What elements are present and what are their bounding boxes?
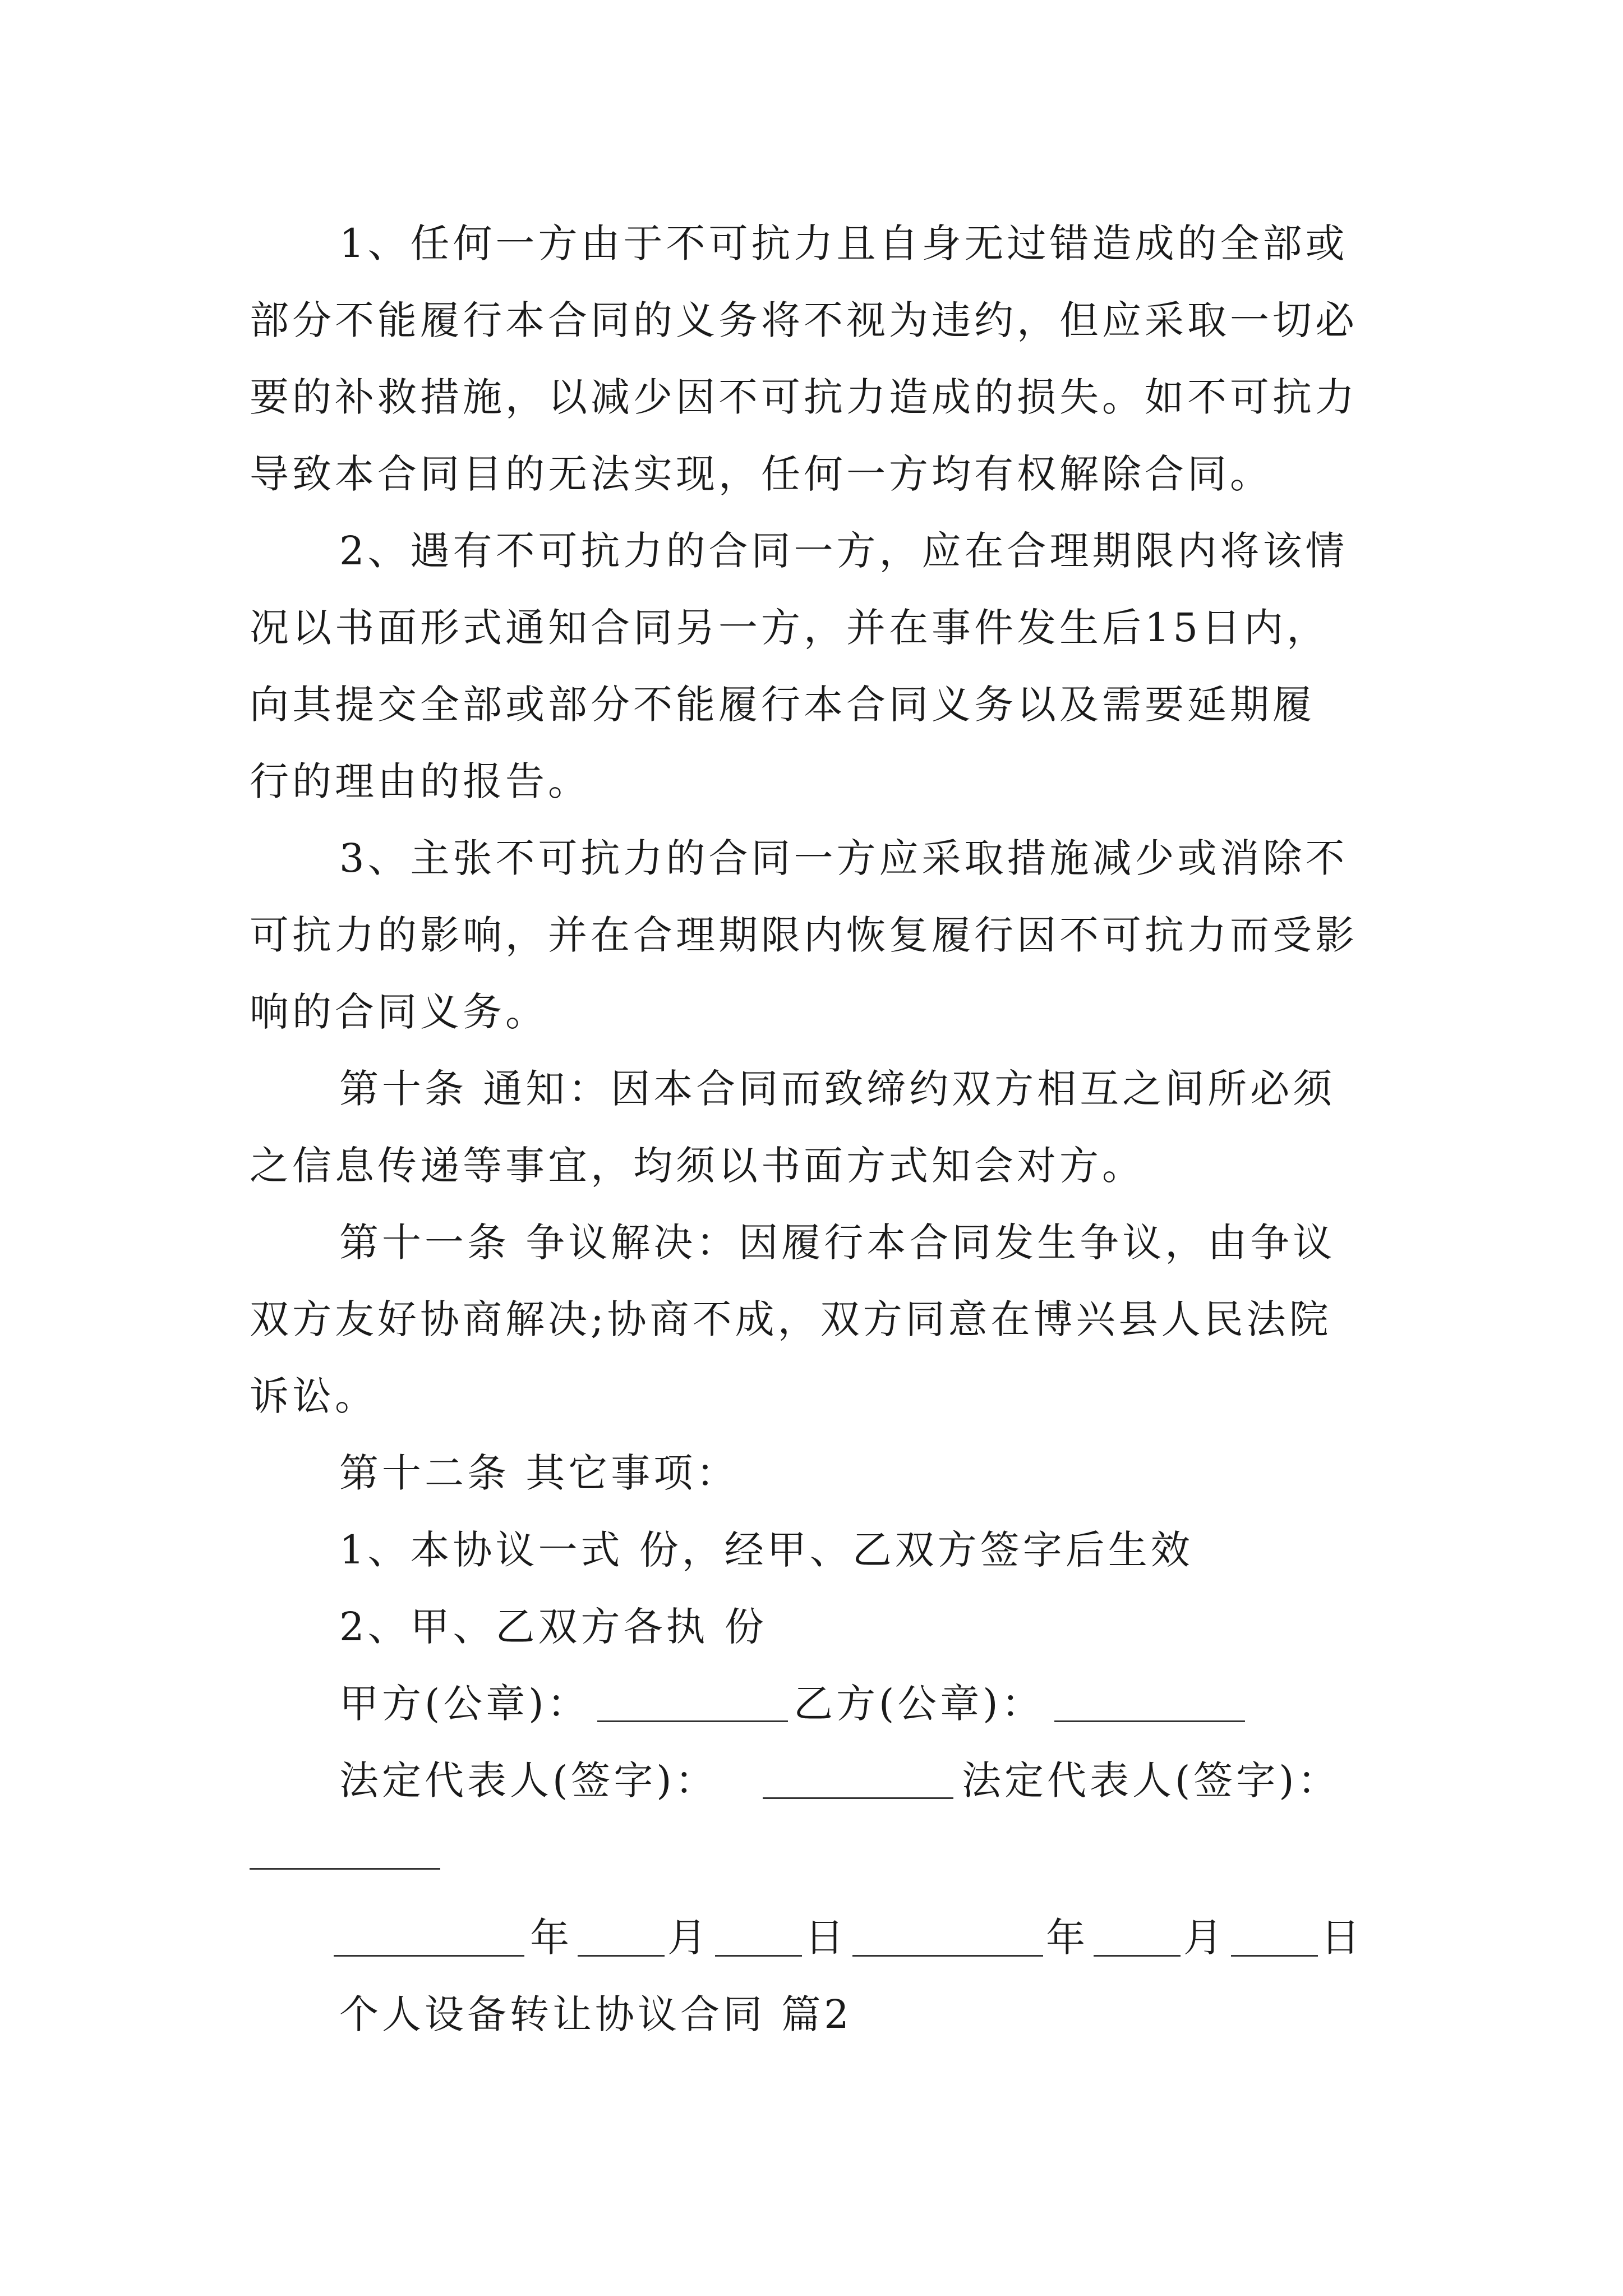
next-section-title: 个人设备转让协议合同 篇2 [339,1991,852,2037]
clause9-item2-line2: 况以书面形式通知合同另一方，并在事件发生后15日内， [250,605,1330,651]
clause9-item3-line2: 可抗力的影响，并在合理期限内恢复履行因不可抗力而受影 [250,912,1358,958]
date-a-day-blank [715,1955,802,1957]
clause9-item1-line3: 要的补救措施，以减少因不可抗力造成的损失。如不可抗力 [250,374,1358,420]
clause9-item3-line3: 响的合同义务。 [250,989,548,1035]
clause9-item3-line1: 3、主张不可抗力的合同一方应采取措施减少或消除不 [339,835,1348,881]
date-a-year-label: 年 [530,1915,573,1961]
date-b-day-label: 日 [1321,1915,1363,1961]
clause9-item1-line1: 1、任何一方由于不可抗力且自身无过错造成的全部或 [339,220,1348,266]
date-b-month-label: 月 [1183,1915,1226,1961]
clause12-title: 第十二条 其它事项： [339,1450,739,1496]
clause12-item1: 1、本协议一式 份，经甲、乙双方签字后生效 [339,1527,1193,1573]
clause10-line2: 之信息传递等事宜，均须以书面方式知会对方。 [250,1143,1145,1189]
rep-a-signature-blank [763,1797,953,1799]
clause11-line1: 第十一条 争议解决：因履行本合同发生争议，由争议 [339,1220,1336,1266]
date-b-year-label: 年 [1046,1915,1089,1961]
date-b-month-blank [1094,1955,1181,1957]
date-b-year-blank [852,1955,1043,1957]
clause10-line1: 第十条 通知：因本合同而致缔约双方相互之间所必须 [339,1066,1336,1112]
party-a-seal-blank [597,1720,788,1722]
party-b-seal-blank [1054,1720,1245,1722]
rep-a-signature-label: 法定代表人(签字)： [339,1757,718,1803]
clause9-item2-line1: 2、遇有不可抗力的合同一方，应在合理期限内将该情 [339,528,1348,574]
clause11-line2: 双方友好协商解决;协商不成，双方同意在博兴县人民法院 [250,1296,1332,1342]
date-a-month-label: 月 [667,1915,710,1961]
clause9-item1-line4: 导致本合同目的无法实现，任何一方均有权解除合同。 [250,451,1272,497]
clause9-item1-line2: 部分不能履行本合同的义务将不视为违约，但应采取一切必 [250,297,1358,343]
rep-b-signature-label: 法定代表人(签字)： [962,1757,1340,1803]
date-a-year-blank [334,1955,524,1957]
rep-b-signature-blank [250,1868,440,1870]
clause11-line3: 诉讼。 [250,1373,377,1419]
clause9-item2-line4: 行的理由的报告。 [250,758,591,804]
party-a-seal-label: 甲方(公章)： [339,1681,590,1727]
party-b-seal-label: 乙方(公章)： [794,1681,1044,1727]
date-a-month-blank [578,1955,665,1957]
clause9-item2-line3: 向其提交全部或部分不能履行本合同义务以及需要延期履 [250,682,1315,728]
date-a-day-label: 日 [805,1915,847,1961]
date-b-day-blank [1231,1955,1318,1957]
clause12-item2: 2、甲、乙双方各执 份 [339,1604,767,1650]
